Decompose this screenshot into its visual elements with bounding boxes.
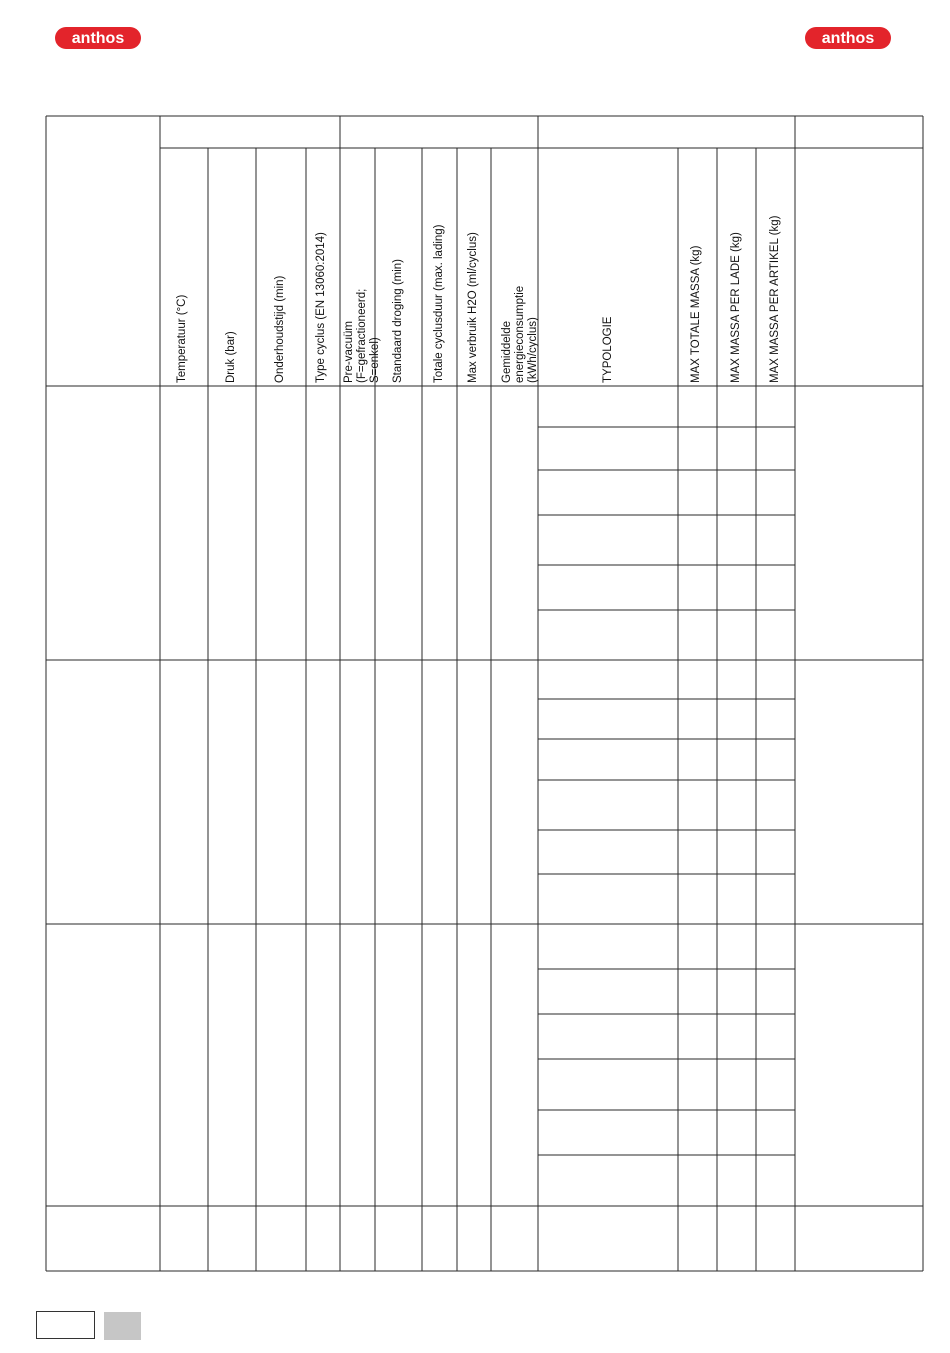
page-number-box (36, 1311, 95, 1339)
col-header-type-cyclus: Type cyclus (EN 13060:2014) (315, 232, 327, 383)
energie-line2: (kWh/cyclus) (527, 317, 539, 383)
logo-brand-text: anthos (71, 30, 125, 47)
col-header-temperatuur: Temperatuur (°C) (176, 294, 188, 383)
energie-label-a: Gemiddelde (501, 320, 513, 383)
col-header-prevacuum (343, 153, 381, 383)
col-header-druk: Druk (bar) (225, 331, 237, 383)
col-header-energieconsumptie (501, 153, 539, 383)
logo-brand-text: anthos (821, 30, 875, 47)
prevacuum-line1 (343, 153, 369, 383)
col-header-totale-cyclusduur: Totale cyclusduur (max. lading) (433, 224, 445, 383)
prevacuum-label-a: Pre-vacuüm (343, 321, 355, 383)
prevacuum-label-b: (F=gefractioneerd; (356, 288, 368, 383)
col-header-typologie: TYPOLOGIE (602, 316, 614, 383)
col-header-max-massa-lade: MAX MASSA PER LADE (kg) (730, 232, 742, 383)
col-header-max-massa-artikel: MAX MASSA PER ARTIKEL (kg) (769, 215, 781, 383)
col-header-max-totale-massa: MAX TOTALE MASSA (kg) (690, 245, 702, 383)
section-tab (104, 1312, 141, 1340)
col-header-onderhoudstijd: Onderhoudstijd (min) (274, 275, 286, 383)
energie-label-b: energieconsumptie (514, 285, 526, 383)
prevacuum-line2: S=enkel) (369, 337, 381, 383)
col-header-max-verbruik: Max verbruik H2O (ml/cyclus) (467, 232, 479, 383)
energie-line1 (501, 153, 527, 383)
col-header-standaard-droging: Standaard droging (min) (392, 258, 404, 383)
